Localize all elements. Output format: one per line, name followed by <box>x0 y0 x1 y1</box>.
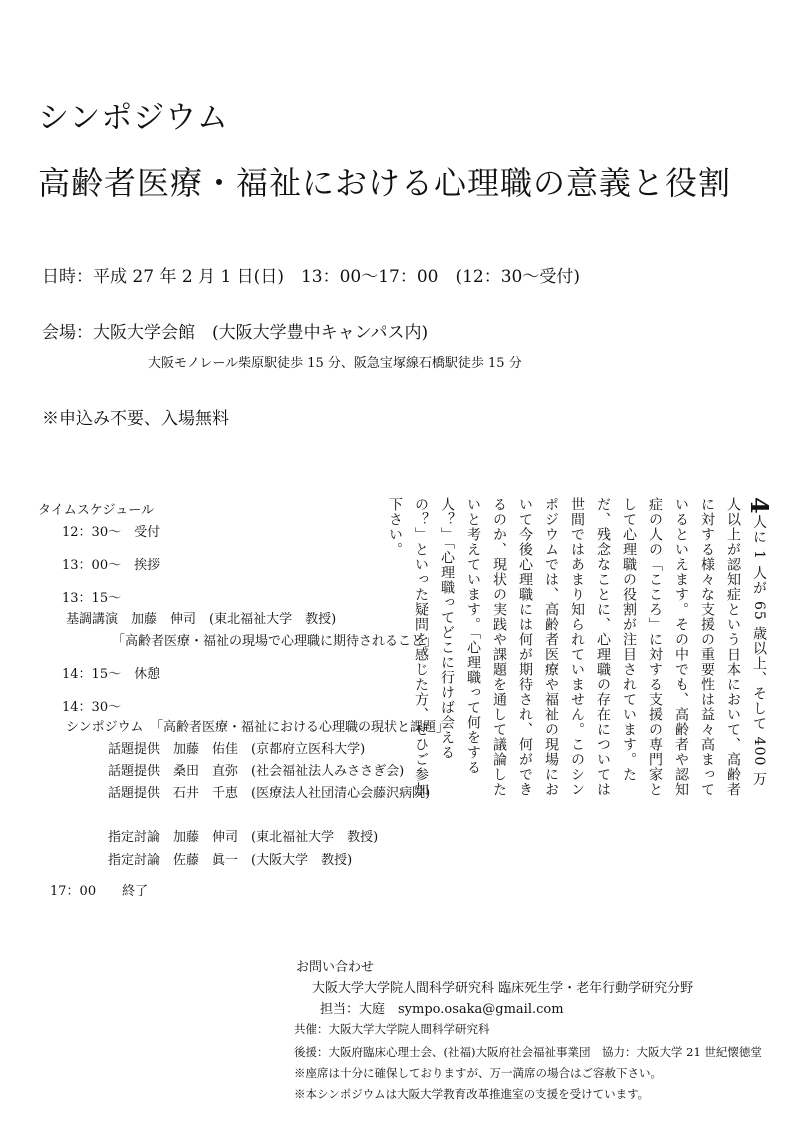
seat-note: ※座席は十分に確保しておりますが、万一満席の場合はご容赦下さい。 <box>294 1066 662 1080</box>
schedule-line: 指定討論 佐藤 眞一 (大阪大学 教授) <box>108 853 353 868</box>
event-venue: 会場：大阪大学会館 (大阪大学豊中キャンパス内) <box>42 323 429 343</box>
schedule-line: 基調講演 加藤 伸司 (東北福祉大学 教授) <box>66 612 337 627</box>
schedule-line: 話題提供 石井 千恵 (医療法人社団清心会藤沢病院) <box>108 786 431 801</box>
event-datetime: 日時：平成 27 年 2 月 1 日(日) 13：00～17：00 (12：30～受付) <box>42 267 581 287</box>
symposium-label: シンポジウム <box>38 100 229 136</box>
schedule-line: 17：00 終了 <box>50 884 149 899</box>
schedule-line: 「高齢者医療・福祉の現場で心理職に期待されること」 <box>112 634 438 649</box>
schedule-line: 指定討論 加藤 伸司 (東北福祉大学 教授) <box>108 830 379 845</box>
event-access: 大阪モノレール柴原駅徒歩 15 分、阪急宝塚線石橋駅徒歩 15 分 <box>148 356 522 371</box>
schedule-line: 14：15～ 休憩 <box>62 667 161 682</box>
support-note: 後援：大阪府臨床心理士会、(社福)大阪府社会福祉事業団 協力：大阪大学 21 世紀懐徳堂 <box>294 1045 762 1059</box>
intro-lead: 4 <box>745 497 774 515</box>
schedule-heading: タイムスケジュール <box>38 503 154 518</box>
schedule-line: 13：00～ 挨拶 <box>62 558 161 573</box>
intro-body: 人に 1 人が 65 歳以上、そして 400 万人以上が認知症という日本において、高齢者に対する様々な支援の重要性は益々高まっているといえます。その中でも、高齢者や認知症の人の「こころ」に対する支援の専門家として心理職の役割が注目されています。ただ、残念なことに、心理職の存在については世間ではあまり知られていません。このシンポジウムでは、高齢者医療や福祉の現場において今後心理職には何が期待され、何ができるのか、現状の実践や課題を通して議論したいと考えています。「心理職って何をする人？」「心理職ってどこに行けば会えるの？」といった疑問を感じた方、ぜひご参加下さい。 <box>387 497 767 797</box>
grant-note: ※本シンポジウムは大阪大学教育改革推進室の支援を受けています。 <box>294 1087 650 1101</box>
contact-person: 担当：大庭 sympo.osaka@gmail.com <box>320 1002 564 1017</box>
intro-text <box>387 497 774 797</box>
page-title: 高齢者医療・福祉における心理職の意義と役割 <box>38 164 732 202</box>
contact-org: 大阪大学大学院人間科学研究科 臨床死生学・老年行動学研究分野 <box>312 981 694 996</box>
schedule-line: 話題提供 桑田 直弥 (社会福祉法人みささぎ会) <box>108 764 405 779</box>
schedule-line: 13：15～ <box>62 591 122 606</box>
contact-heading: お問い合わせ <box>296 960 375 975</box>
schedule-line: 14：30～ <box>62 700 122 715</box>
schedule-line: シンポジウム 「高齢者医療・福祉における心理職の現状と課題」 <box>66 720 450 735</box>
schedule-line: 12：30～ 受付 <box>62 525 161 540</box>
host-note: 共催：大阪大学大学院人間科学研究科 <box>294 1022 490 1036</box>
admission-note: ※申込み不要、入場無料 <box>42 409 229 429</box>
schedule-line: 話題提供 加藤 佑佳 (京都府立医科大学) <box>108 742 366 757</box>
